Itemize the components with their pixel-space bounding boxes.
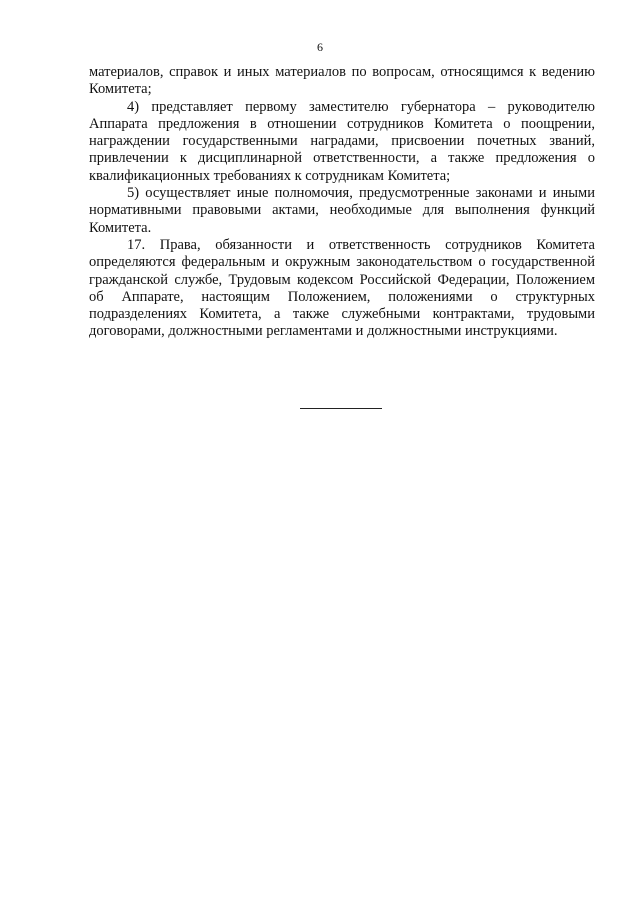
- paragraph-continuation: материалов, справок и иных материалов по вопросам, относящимся к ведению Комитета;: [89, 64, 595, 98]
- paragraph-clause-17: 17. Права, обязанности и ответственность сотрудников Комитета определяются федеральным и окружным законодательством о государственной гражданской службе, Трудовым кодексом Российской Федерации, Положением об Аппарате, настоящим Положением, положениями о структурных подразделениях Комитета, а также служебными контрактами, трудовыми договорами, должностными регламентами и должностными инструкциями.: [89, 236, 595, 340]
- paragraph-item-5: 5) осуществляет иные полномочия, предусмотренные законами и иными нормативными правовыми актами, необходимые для выполнения функций Комитета.: [89, 185, 595, 236]
- end-divider: [300, 408, 382, 409]
- document-body: [89, 64, 595, 341]
- page-number: 6: [317, 40, 323, 54]
- paragraph-item-4: 4) представляет первому заместителю губернатора – руководителю Аппарата предложения в отношении сотрудников Комитета о поощрении, награждении государственными наградами, присвоении почетных званий, привлечении к дисциплинарной ответственности, а также предложения о квалификационных требованиях к сотрудникам Комитета;: [89, 98, 595, 184]
